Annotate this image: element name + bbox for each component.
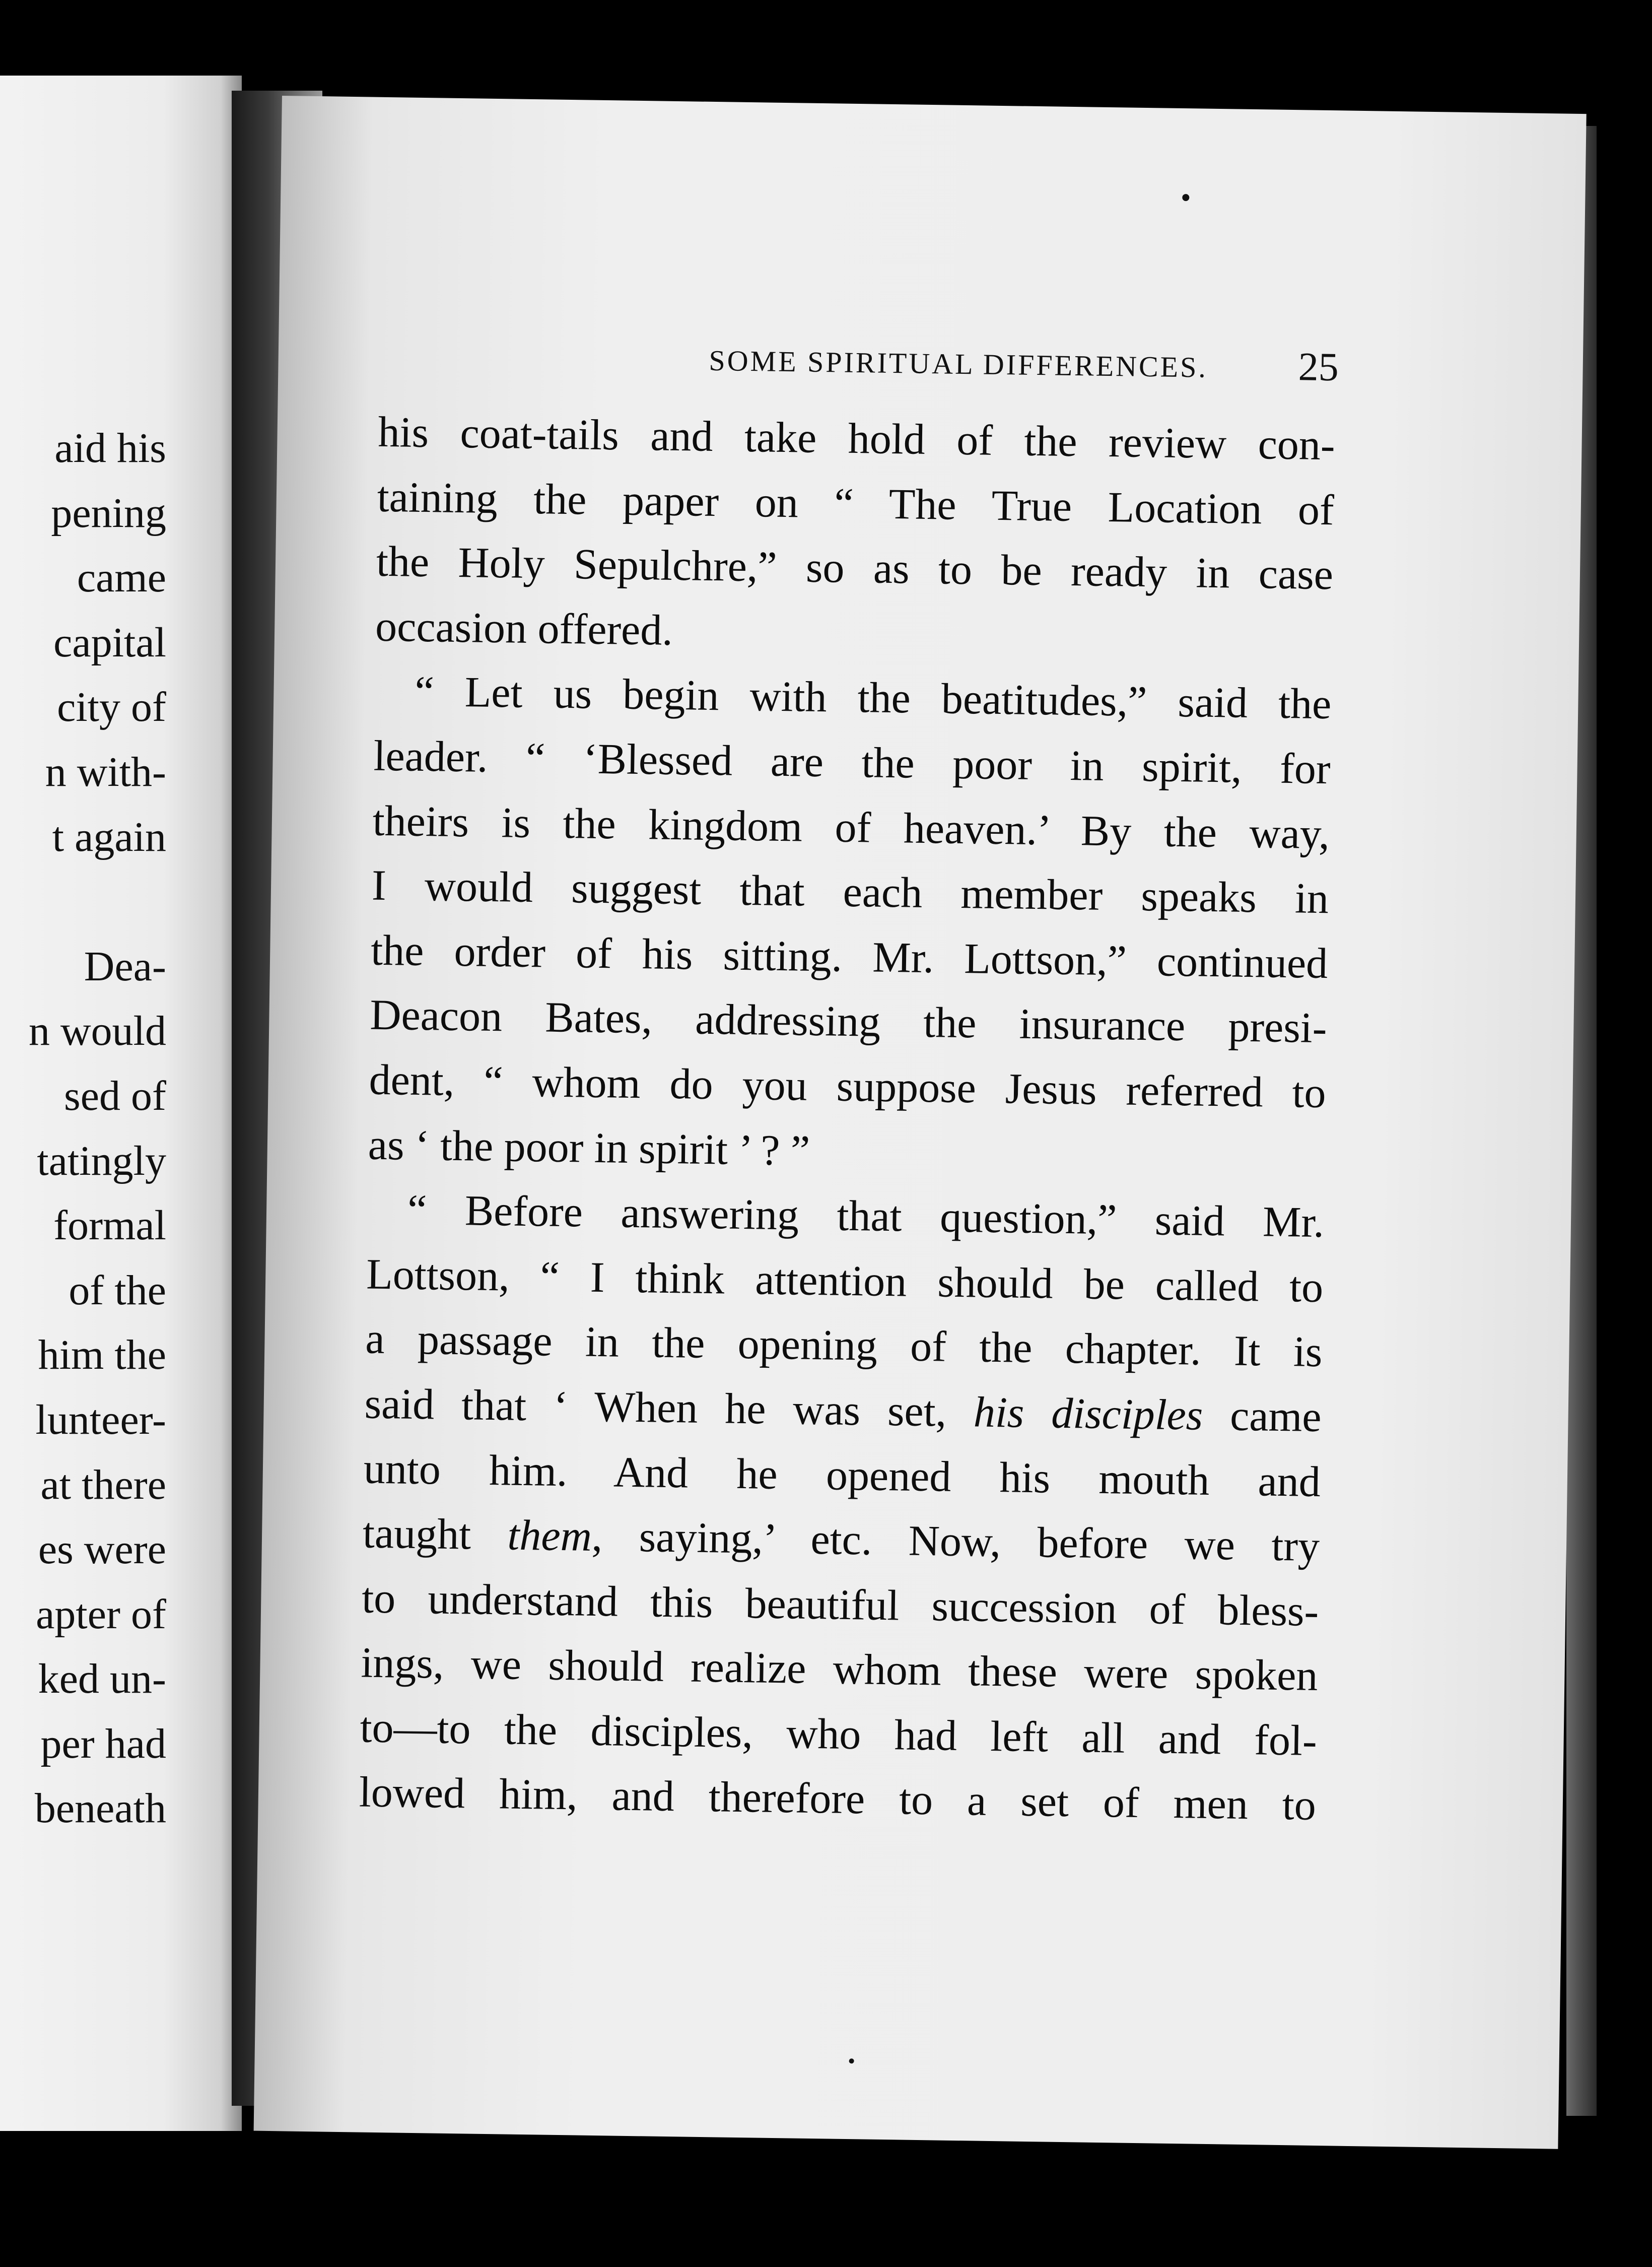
- text-line: to—to the disciples, who had left all and fol-: [360, 1703, 1318, 1765]
- text-line: Lottson, “ I think attention should be called to: [366, 1249, 1324, 1311]
- text-line: lowed him, and therefore to a set of men to: [359, 1767, 1317, 1830]
- left-line: lunteer-: [35, 1396, 166, 1443]
- text-line: unto him. And he opened his mouth and: [363, 1444, 1321, 1506]
- left-page-text: [0, 416, 166, 1841]
- left-line: per had: [40, 1720, 166, 1767]
- left-line: came: [77, 554, 166, 602]
- italic-word: them: [507, 1510, 592, 1560]
- left-line: capital: [53, 619, 166, 666]
- left-line: him the: [38, 1331, 166, 1379]
- left-line: sed of: [64, 1072, 166, 1119]
- left-line: es were: [38, 1526, 166, 1573]
- text-line: the order of his sitting. Mr. Lottson,” continued: [370, 925, 1328, 987]
- text-line: Deacon Bates, addressing the insurance presi-: [369, 990, 1328, 1052]
- text-line: dent, “ whom do you suppose Jesus referred to: [369, 1055, 1327, 1117]
- left-line: n with-: [45, 748, 166, 795]
- left-line: [0, 870, 166, 935]
- left-line: city of: [57, 684, 166, 731]
- text-line: ings, we should realize whom these were spoken: [360, 1638, 1319, 1700]
- text-segment: , saying,’ etc. Now, before we try: [591, 1511, 1320, 1571]
- text-line: to understand this beautiful succession of bless-: [361, 1573, 1319, 1635]
- text-line: occasion offered.: [375, 602, 673, 654]
- text-segment: came: [1229, 1391, 1322, 1441]
- text-segment: taught: [362, 1508, 471, 1559]
- dust-speck: [1182, 194, 1189, 201]
- text-line: “ Let us begin with the beatitudes,” said the: [414, 667, 1332, 728]
- left-line: t again: [52, 813, 166, 860]
- text-line-with-italic: [362, 1501, 1320, 1579]
- left-line: Dea-: [84, 943, 166, 990]
- left-line: formal: [53, 1202, 166, 1249]
- text-line: a passage in the opening of the chapter. It is: [365, 1314, 1323, 1376]
- text-line: “ Before answering that question,” said Mr.: [407, 1185, 1325, 1247]
- left-line: n would: [29, 1008, 166, 1055]
- text-line: as ‘ the poor in spirit ’ ? ”: [368, 1120, 810, 1175]
- left-line: pening: [51, 489, 166, 537]
- text-line-with-italic: [364, 1371, 1322, 1449]
- text-line: his coat-tails and take hold of the review con-: [378, 407, 1336, 470]
- text-line: theirs is the kingdom of heaven.’ By the way,: [372, 796, 1330, 858]
- page-number: 25: [1298, 345, 1339, 390]
- running-head: SOME SPIRITUAL DIFFERENCES.: [709, 344, 1208, 384]
- left-line: aid his: [54, 425, 166, 472]
- left-line: at there: [40, 1461, 166, 1508]
- italic-phrase: his disciples: [973, 1387, 1203, 1439]
- left-line: ked un-: [38, 1655, 166, 1703]
- right-page: [254, 96, 1587, 2149]
- left-line: of the: [68, 1266, 166, 1314]
- text-line: the Holy Sepulchre,” so as to be ready in case: [376, 537, 1334, 599]
- left-page: [0, 76, 242, 2131]
- text-line: taining the paper on “ The True Location of: [377, 472, 1335, 534]
- page-body-text: [359, 399, 1335, 1838]
- left-line: tatingly: [37, 1137, 166, 1184]
- text-line: I would suggest that each member speaks in: [371, 860, 1329, 923]
- dust-speck: [849, 2058, 854, 2063]
- left-line: beneath: [34, 1785, 166, 1832]
- text-segment: said that ‘ When he was set,: [364, 1379, 947, 1436]
- left-line: apter of: [36, 1590, 166, 1638]
- text-line: leader. “ ‘Blessed are the poor in spirit, for: [373, 731, 1331, 793]
